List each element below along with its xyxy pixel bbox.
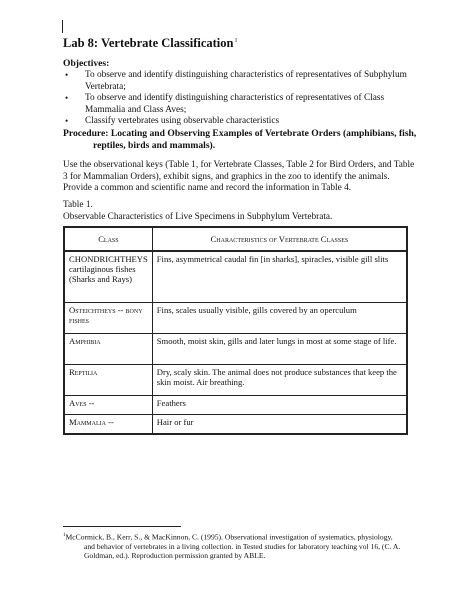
objective-item: • Classify vertebrates using observable characteristics	[63, 116, 413, 128]
table-label: Table 1.	[63, 200, 93, 210]
table-row	[64, 365, 407, 396]
characteristics-cell: Dry, scaly skin. The animal does not produce substances that keep the skin moist. Air breathing.	[152, 365, 407, 396]
header-class: Class	[64, 227, 152, 251]
class-cell: Reptilia	[64, 365, 152, 396]
characteristics-cell: Feathers	[152, 396, 407, 415]
characteristics-cell: Fins, asymmetrical caudal fin [in sharks], spiracles, visible gill slits	[152, 251, 407, 303]
vertebrate-classes-table	[63, 226, 408, 435]
title-footnote-mark: 1	[234, 37, 238, 44]
class-cell: Osteichtheys -- bony fishes	[64, 303, 152, 334]
text-cursor	[62, 20, 63, 33]
page-title: Lab 8: Vertebrate Classification$^1$	[63, 36, 238, 50]
footnote-mark: 1	[63, 533, 66, 538]
footnote: $^1$McCormick, B., Kerr, S., & MacKinnon, C. (1995). Observational investigation of systematics, physiology, and behavior of vertebrates in a living collection. in Tested studies for laboratory teaching vol 16, (C. A. Goldman, ed.). Reproduction permission granted by ABLE.	[63, 532, 401, 561]
footnote-divider	[63, 526, 181, 527]
objectives-list	[63, 70, 413, 128]
objectives-heading: Objectives:	[63, 58, 110, 69]
table-row	[64, 303, 407, 334]
class-cell: Mammalia --	[64, 415, 152, 435]
header-characteristics: Characteristics of Vertebrate Classes	[152, 227, 407, 251]
table-row	[64, 415, 407, 435]
characteristics-cell: Fins, scales usually visible, gills covered by an operculum	[152, 303, 407, 334]
table-row	[64, 251, 407, 303]
objective-item: • To observe and identify distinguishing characteristics of representatives of Class Mammalia and Class Aves;	[63, 93, 413, 116]
table-caption	[63, 200, 332, 223]
instructions-paragraph: Use the observational keys (Table 1, for Vertebrate Classes, Table 2 for Bird Orders, and Table 3 for Mammalian Orders), exhibit signs, and graphics in the zoo to identify the animals. Provide a common and scientific name and record the information in Table 4.	[63, 160, 415, 194]
objective-item: • To observe and identify distinguishing characteristics of representatives of Subphylum Vertebrata;	[63, 70, 413, 93]
table-title: Observable Characteristics of Live Specimens in Subphylum Vertebrata.	[63, 211, 333, 222]
class-cell: Amphibia	[64, 334, 152, 365]
characteristics-cell: Hair or fur	[152, 415, 407, 435]
procedure-heading: Procedure: Locating and Observing Examples of Vertebrate Orders (amphibians, fish, reptiles, birds and mammals).	[63, 128, 417, 151]
table-header-row	[64, 227, 407, 251]
class-cell: Aves --	[64, 396, 152, 415]
table-row	[64, 334, 407, 365]
characteristics-cell: Smooth, moist skin, gills and later lungs in most at some stage of life.	[152, 334, 407, 365]
class-cell: CHONDRICHTHEYS cartilaginous fishes (Sharks and Rays)	[64, 251, 152, 303]
table-row	[64, 396, 407, 415]
